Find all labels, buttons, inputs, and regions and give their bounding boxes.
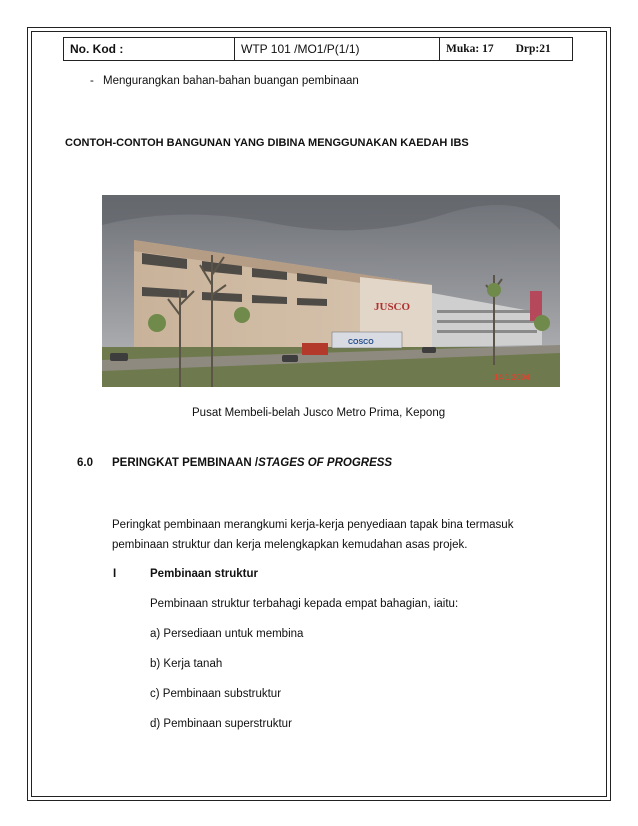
building-photo bbox=[102, 195, 560, 387]
examples-heading: CONTOH-CONTOH BANGUNAN YANG DIBINA MENGGUNAKAN KAEDAH IBS bbox=[65, 137, 469, 149]
page-number: Muka: 17 bbox=[446, 43, 494, 55]
section-number: 6.0 bbox=[77, 457, 93, 469]
bullet-marker: - bbox=[90, 75, 94, 87]
section-title bbox=[112, 456, 392, 470]
list-item: d) Pembinaan superstruktur bbox=[150, 718, 292, 730]
code-value: WTP 101 /MO1/P(1/1) bbox=[235, 38, 440, 61]
code-label: No. Kod : bbox=[64, 38, 235, 61]
total-pages: Drp:21 bbox=[515, 43, 551, 55]
intro-line-2: pembinaan struktur dan kerja melengkapkan kemudahan asas projek. bbox=[112, 539, 468, 551]
list-item: c) Pembinaan substruktur bbox=[150, 688, 282, 700]
section-title-italic: STAGES OF PROGRESS bbox=[258, 457, 393, 469]
section-title-text: PERINGKAT PEMBINAAN / bbox=[112, 457, 259, 469]
photo-date-stamp: 14 1 2004 bbox=[494, 373, 530, 382]
subsection-marker: I bbox=[113, 568, 117, 580]
subsection-title: Pembinaan struktur bbox=[150, 568, 258, 580]
truck-label: COSCO bbox=[348, 339, 374, 346]
intro-line-1: Peringkat pembinaan merangkumi kerja-kerja penyediaan tapak bina termasuk bbox=[112, 519, 514, 531]
mall-sign: JUSCO bbox=[374, 301, 411, 313]
list-item: b) Kerja tanah bbox=[150, 658, 223, 670]
bullet-text: Mengurangkan bahan-bahan buangan pembinaan bbox=[103, 75, 359, 87]
list-item: a) Persediaan untuk membina bbox=[150, 628, 304, 640]
red-truck bbox=[302, 343, 328, 355]
page-info bbox=[440, 38, 573, 61]
subsection-description: Pembinaan struktur terbahagi kepada empat bahagian, iaitu: bbox=[150, 598, 459, 610]
document-header bbox=[63, 37, 573, 61]
photo-caption: Pusat Membeli-belah Jusco Metro Prima, Kepong bbox=[192, 407, 446, 419]
